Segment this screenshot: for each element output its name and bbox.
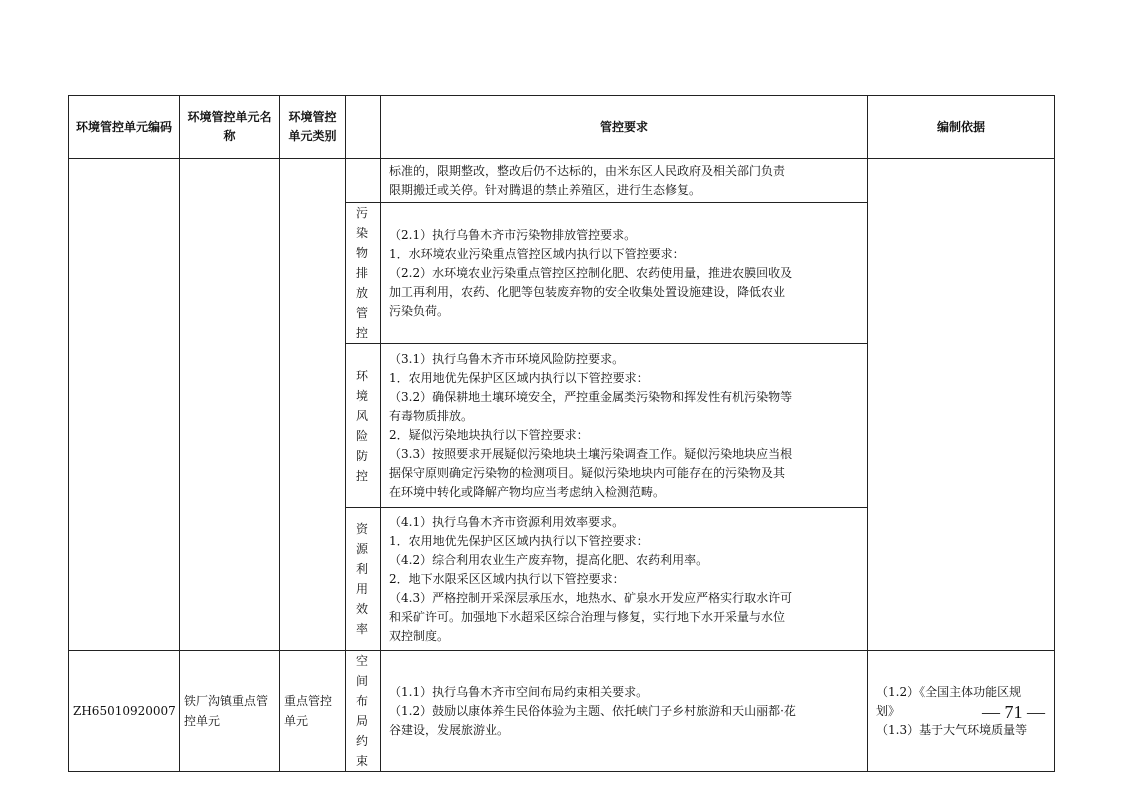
header-subcategory <box>346 96 381 159</box>
subcategory-pollution: 污染物排放管控 <box>346 203 381 344</box>
unit-category: 重点管控单元 <box>280 651 346 772</box>
requirement-line: （1.2）鼓励以康体养生民俗体验为主题、依托峡门子乡村旅游和天山丽都·花 <box>389 703 796 718</box>
table-row <box>69 651 1055 772</box>
requirement-line: （4.1）执行乌鲁木齐市资源利用效率要求。 <box>389 514 625 529</box>
requirements-risk <box>381 344 868 508</box>
requirement-line: （3.2）确保耕地土壤环境安全，严控重金属类污染物和挥发性有机污染物等 <box>389 389 793 404</box>
requirement-line: （4.3）严格控制开采深层承压水，地热水、矿泉水开发应严格实行取水许可 <box>389 590 793 605</box>
unit-code: ZH65010920007 <box>69 651 180 772</box>
requirement-line: 据保守原则确定污染物的检测项目。疑似污染地块内可能存在的污染物及其 <box>389 465 786 480</box>
requirement-line: 1．农用地优先保护区区域内执行以下管控要求： <box>389 370 649 385</box>
unit-category-cell <box>280 159 346 651</box>
requirement-line: （2.1）执行乌鲁木齐市污染物排放管控要求。 <box>389 227 637 242</box>
control-requirements-table <box>68 95 1055 772</box>
requirement-line: 2．地下水限采区区域内执行以下管控要求： <box>389 571 625 586</box>
unit-code-cell <box>69 159 180 651</box>
basis-cell <box>868 159 1055 651</box>
subcategory-risk: 环境风险防控 <box>346 344 381 508</box>
requirement-line: 1．水环境农业污染重点管控区域内执行以下管控要求： <box>389 246 685 261</box>
header-unit-category: 环境管控单元类别 <box>280 96 346 159</box>
requirement-line: 限期搬迁或关停。针对腾退的禁止养殖区，进行生态修复。 <box>389 182 702 197</box>
unit-name-cell <box>180 159 280 651</box>
table-header-row <box>69 96 1055 159</box>
requirement-line: 有毒物质排放。 <box>389 408 474 423</box>
header-unit-name: 环境管控单元名称 <box>180 96 280 159</box>
table-row <box>69 159 1055 203</box>
requirement-line: 在环境中转化或降解产物均应当考虑纳入检测范畴。 <box>389 484 666 499</box>
basis-line: （1.3）基于大气环境质量等 <box>876 722 1028 737</box>
header-unit-code: 环境管控单元编码 <box>69 96 180 159</box>
requirements-resource <box>381 508 868 651</box>
requirement-line: 谷建设，发展旅游业。 <box>389 722 510 737</box>
subcategory-spatial: 空间布局约束 <box>346 651 381 772</box>
basis-line: （1.2）《全国主体功能区规 <box>876 684 1022 699</box>
requirements-spatial <box>381 651 868 772</box>
subcategory-cell <box>346 159 381 203</box>
requirement-line: 和采矿许可。加强地下水超采区综合治理与修复，实行地下水开采量与水位 <box>389 609 786 624</box>
requirement-line: 加工再利用，农药、化肥等包装废弃物的安全收集处置设施建设，降低农业 <box>389 284 786 299</box>
requirement-line: 双控制度。 <box>389 628 450 643</box>
requirements-pollution <box>381 203 868 344</box>
subcategory-resource: 资源利用效率 <box>346 508 381 651</box>
requirement-line: 1．农用地优先保护区区域内执行以下管控要求： <box>389 533 649 548</box>
requirement-line: （3.1）执行乌鲁木齐市环境风险防控要求。 <box>389 351 625 366</box>
unit-name: 铁厂沟镇重点管控单元 <box>180 651 280 772</box>
header-basis: 编制依据 <box>868 96 1055 159</box>
requirement-line: 标准的，限期整改，整改后仍不达标的，由米东区人民政府及相关部门负责 <box>389 163 786 178</box>
requirement-line: 污染负荷。 <box>389 303 450 318</box>
requirement-line: 2．疑似污染地块执行以下管控要求： <box>389 427 589 442</box>
requirement-line: （4.2）综合利用农业生产废弃物，提高化肥、农药利用率。 <box>389 552 709 567</box>
page-number: — 71 — <box>982 702 1045 722</box>
requirement-line: （3.3）按照要求开展疑似污染地块土壤污染调查工作。疑似污染地块应当根 <box>389 446 793 461</box>
basis-line: 划》 <box>876 703 901 718</box>
requirement-line: （1.1）执行乌鲁木齐市空间布局约束相关要求。 <box>389 684 649 699</box>
requirement-line: （2.2）水环境农业污染重点管控区控制化肥、农药使用量，推进农膜回收及 <box>389 265 793 280</box>
requirements-cell <box>381 159 868 203</box>
header-requirements: 管控要求 <box>381 96 868 159</box>
